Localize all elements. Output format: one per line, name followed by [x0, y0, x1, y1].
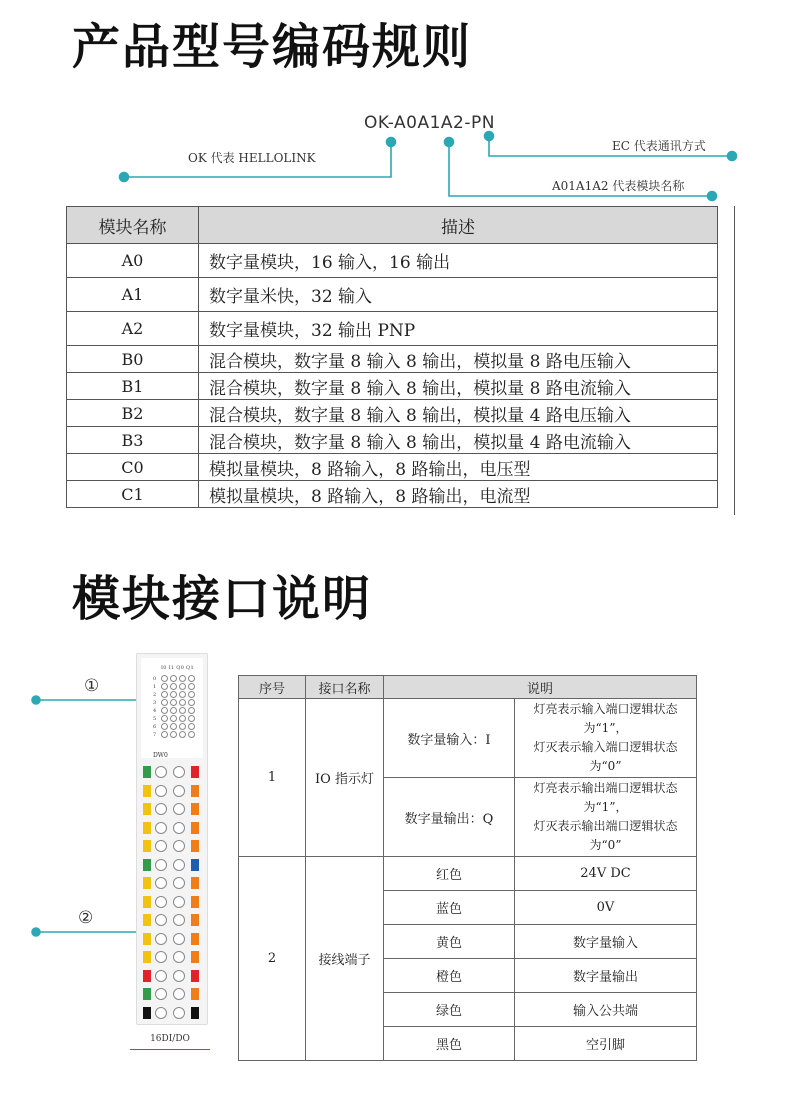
terminal-hole [173, 803, 185, 815]
terminal-hole [173, 1007, 185, 1019]
led-indicator [170, 691, 177, 698]
terminal-color: 蓝色 [384, 891, 515, 925]
terminal-desc: 数字量输入 [515, 925, 697, 959]
header-module-name: 模块名称 [67, 207, 199, 244]
module-desc: 数字量米快，32 输入 [199, 278, 718, 312]
module-desc: 模拟量模块，8 路输入，8 路输出，电流型 [199, 481, 718, 508]
led-row-number: 0 [153, 676, 157, 682]
terminal-color: 红色 [384, 857, 515, 891]
terminal-block-left [143, 822, 151, 834]
sub-note [515, 699, 697, 778]
terminal-hole [173, 896, 185, 908]
terminal-hole [155, 1007, 167, 1019]
terminal-hole [155, 970, 167, 982]
terminal-desc: 24V DC [515, 857, 697, 891]
led-indicator [161, 691, 168, 698]
callout-1: ① [84, 676, 100, 696]
led-indicator [170, 715, 177, 722]
led-row-number: 7 [153, 732, 157, 738]
table-row [67, 278, 718, 312]
terminal-block-left [143, 1007, 151, 1019]
table-row [67, 400, 718, 427]
led-row-number: 4 [153, 708, 157, 714]
table-row [67, 244, 718, 278]
module-desc: 混合模块，数字量 8 输入 8 输出，模拟量 8 路电压输入 [199, 346, 718, 373]
module-desc: 数字量模块，32 输出 PNP [199, 312, 718, 346]
led-indicator [188, 723, 195, 730]
table-header-row [239, 676, 697, 699]
module-caption: 16DI/DO [150, 1034, 190, 1044]
io-module-image [136, 653, 208, 1025]
terminal-hole [155, 859, 167, 871]
note-line: 灯亮表示输出端口逻辑状态 [533, 781, 678, 795]
led-indicator [179, 699, 186, 706]
led-indicator [161, 715, 168, 722]
terminal-block-left [143, 785, 151, 797]
led-row-number: 3 [153, 700, 157, 706]
terminal-hole [173, 785, 185, 797]
row-interface-name: 接线端子 [306, 857, 384, 1061]
table-row [67, 454, 718, 481]
terminal-block-left [143, 840, 151, 852]
module-code: C1 [67, 481, 199, 508]
terminal-block-right [191, 988, 199, 1000]
note-line: 为“1”， [583, 721, 628, 735]
led-indicator [161, 675, 168, 682]
module-desc: 模拟量模块，8 路输入，8 路输出，电压型 [199, 454, 718, 481]
terminal-hole [173, 822, 185, 834]
terminal-desc: 空引脚 [515, 1027, 697, 1061]
table-row [239, 857, 697, 891]
row-index: 2 [239, 857, 306, 1061]
table-row [67, 481, 718, 508]
terminal-hole [155, 877, 167, 889]
terminal-block-left [143, 766, 151, 778]
terminal-desc: 数字量输出 [515, 959, 697, 993]
header-explanation: 说明 [384, 676, 697, 699]
sub-label: 数字量输出：Q [384, 778, 515, 857]
terminal-block-right [191, 896, 199, 908]
module-desc: 数字量模块，16 输入，16 输出 [199, 244, 718, 278]
terminal-hole [173, 840, 185, 852]
terminal-block-right [191, 785, 199, 797]
led-indicator [188, 683, 195, 690]
led-row-number: 1 [153, 684, 157, 690]
terminal-hole [155, 785, 167, 797]
led-indicator [179, 683, 186, 690]
led-indicator [188, 731, 195, 738]
led-indicator [188, 715, 195, 722]
module-code: B1 [67, 373, 199, 400]
terminal-block-left [143, 933, 151, 945]
terminal-block-right [191, 914, 199, 926]
table-row [67, 346, 718, 373]
led-indicator [179, 723, 186, 730]
module-caption-underline [130, 1049, 210, 1050]
terminal-block-right [191, 766, 199, 778]
led-indicator [188, 675, 195, 682]
module-code: C0 [67, 454, 199, 481]
module-desc: 混合模块，数字量 8 输入 8 输出，模拟量 4 路电压输入 [199, 400, 718, 427]
terminal-block-left [143, 951, 151, 963]
terminal-hole [173, 766, 185, 778]
led-indicator [170, 723, 177, 730]
ok-line-dot-end [387, 138, 396, 147]
led-column-header: I0 I1 Q0 Q1 [161, 665, 194, 671]
led-indicator [170, 675, 177, 682]
table-row [67, 427, 718, 454]
led-indicator [161, 723, 168, 730]
module-line-dot-end [708, 192, 717, 201]
note-line: 为“0” [589, 838, 622, 852]
led-indicator [170, 683, 177, 690]
section-title-interface: 模块接口说明 [72, 571, 373, 627]
led-indicator [179, 691, 186, 698]
label-ec-meaning: EC 代表通讯方式 [612, 139, 706, 153]
terminal-hole [173, 877, 185, 889]
led-indicator [179, 731, 186, 738]
led-indicator [161, 683, 168, 690]
section-title-coding-rules: 产品型号编码规则 [72, 19, 473, 75]
terminal-block-left [143, 877, 151, 889]
sub-note [515, 778, 697, 857]
terminal-hole [155, 896, 167, 908]
module-desc: 混合模块，数字量 8 输入 8 输出，模拟量 4 路电流输入 [199, 427, 718, 454]
led-row-number: 6 [153, 724, 157, 730]
terminal-color: 橙色 [384, 959, 515, 993]
led-indicator [179, 715, 186, 722]
note-line: 灯灭表示输入端口逻辑状态 [533, 740, 678, 754]
led-indicator [170, 699, 177, 706]
terminal-block-left [143, 914, 151, 926]
module-name-table [66, 206, 718, 508]
terminal-block-left [143, 970, 151, 982]
note-line: 为“1”， [583, 800, 628, 814]
led-indicator [179, 675, 186, 682]
module-code: A1 [67, 278, 199, 312]
terminal-block-left [143, 988, 151, 1000]
note-line: 灯亮表示输入端口逻辑状态 [533, 702, 678, 716]
table-header-row [67, 207, 718, 244]
header-index: 序号 [239, 676, 306, 699]
terminal-hole [173, 951, 185, 963]
led-indicator [161, 699, 168, 706]
led-indicator [179, 707, 186, 714]
terminal-block-right [191, 1007, 199, 1019]
terminal-hole [173, 988, 185, 1000]
header-description: 描述 [199, 207, 718, 244]
row-interface-name: IO 指示灯 [306, 699, 384, 857]
terminal-color: 绿色 [384, 993, 515, 1027]
terminal-block-right [191, 970, 199, 982]
callout-lines [0, 0, 150, 1111]
terminal-hole [173, 933, 185, 945]
terminal-hole [155, 803, 167, 815]
led-indicator [188, 691, 195, 698]
led-indicator [161, 707, 168, 714]
terminal-block-left [143, 859, 151, 871]
terminal-color: 黑色 [384, 1027, 515, 1061]
terminal-hole [155, 951, 167, 963]
terminal-block-right [191, 877, 199, 889]
terminal-hole [155, 933, 167, 945]
terminal-hole [155, 840, 167, 852]
header-interface-name: 接口名称 [306, 676, 384, 699]
callout-2: ② [78, 908, 94, 928]
terminal-block-left [143, 803, 151, 815]
terminal-hole [155, 822, 167, 834]
label-ok-meaning: OK 代表 HELLOLINK [188, 151, 316, 165]
table-row [67, 312, 718, 346]
terminal-hole [173, 914, 185, 926]
row-index: 1 [239, 699, 306, 857]
terminal-hole [155, 914, 167, 926]
table-side-divider [734, 206, 735, 515]
terminal-hole [155, 988, 167, 1000]
terminal-block-left [143, 896, 151, 908]
led-row-number: 5 [153, 716, 157, 722]
led-indicator [188, 707, 195, 714]
table-row [239, 699, 697, 778]
model-code: OK-A0A1A2-PN [364, 113, 495, 133]
interface-table [238, 675, 697, 1061]
terminal-block-right [191, 803, 199, 815]
module-code: B0 [67, 346, 199, 373]
sub-label: 数字量输入：I [384, 699, 515, 778]
terminal-block-right [191, 859, 199, 871]
led-indicator [170, 707, 177, 714]
led-indicator [188, 699, 195, 706]
table-row [67, 373, 718, 400]
terminal-block-right [191, 933, 199, 945]
terminal-desc: 0V [515, 891, 697, 925]
module-code: A0 [67, 244, 199, 278]
module-code: A2 [67, 312, 199, 346]
terminal-block-right [191, 840, 199, 852]
label-module-meaning: A01A1A2 代表模块名称 [552, 179, 685, 193]
terminal-hole [173, 970, 185, 982]
note-line: 灯灭表示输出端口逻辑状态 [533, 819, 678, 833]
terminal-block-right [191, 822, 199, 834]
led-indicator [161, 731, 168, 738]
module-code: B3 [67, 427, 199, 454]
terminal-hole [155, 766, 167, 778]
terminal-block-right [191, 951, 199, 963]
terminal-color: 黄色 [384, 925, 515, 959]
led-indicator [170, 731, 177, 738]
led-row-number: 2 [153, 692, 157, 698]
module-code: B2 [67, 400, 199, 427]
note-line: 为“0” [589, 759, 622, 773]
terminal-desc: 输入公共端 [515, 993, 697, 1027]
module-desc: 混合模块，数字量 8 输入 8 输出，模拟量 8 路电流输入 [199, 373, 718, 400]
ec-line-dot-end [728, 152, 737, 161]
dw0-label: DW0 [153, 752, 168, 759]
terminal-hole [173, 859, 185, 871]
